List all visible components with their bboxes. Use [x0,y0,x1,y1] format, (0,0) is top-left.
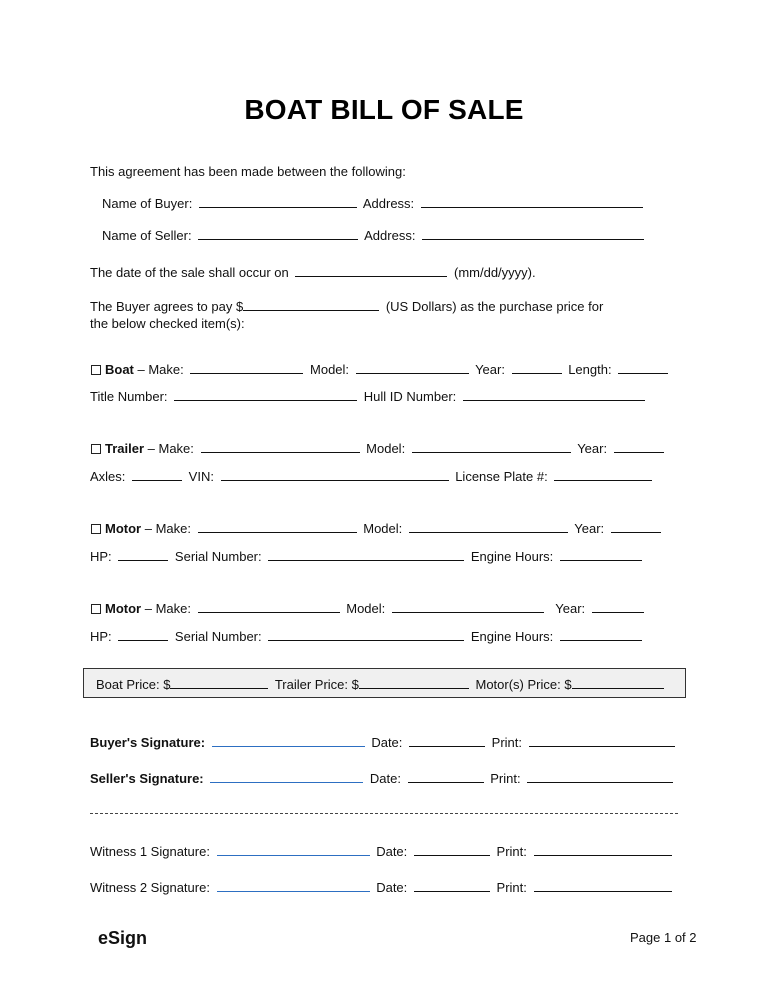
motor-2-model-field[interactable] [392,600,544,613]
page-number: Page 1 of 2 [630,930,697,945]
trailer-axles-label: Axles: [90,469,126,484]
seller-address-label: Address: [364,228,416,243]
motor-1-hours-field[interactable] [560,548,642,561]
seller-signature-label: Seller's Signature: [90,771,204,786]
trailer-vin-label: VIN: [188,469,214,484]
boat-title-number-label: Title Number: [90,389,168,404]
dashed-divider [90,813,678,814]
motor-1-year-field[interactable] [611,520,661,533]
boat-price-field[interactable] [170,676,268,689]
trailer-row-1 [91,440,667,457]
motor-2-checkbox[interactable] [91,604,101,614]
motor-2-year-label: Year: [555,601,586,616]
motor-1-checkbox[interactable] [91,524,101,534]
trailer-year-field[interactable] [614,440,664,453]
trailer-plate-label: License Plate #: [455,469,548,484]
witness-2-signature-label: Witness 2 Signature: [90,880,210,895]
motor-2-year-field[interactable] [592,600,644,613]
motor-2-make-field[interactable] [198,600,340,613]
buyer-print-label: Print: [491,735,522,750]
motor-1-model-field[interactable] [409,520,568,533]
motor-1-row-2 [90,548,645,565]
motor-2-make-label: – Make: [144,601,191,616]
boat-hull-id-field[interactable] [463,388,645,401]
boat-row-2 [90,388,648,405]
buyer-date-field[interactable] [409,734,485,747]
motors-price-field[interactable] [572,676,664,689]
buyer-address-label: Address: [362,196,415,211]
witness-1-signature-label: Witness 1 Signature: [90,844,210,859]
buyer-date-label: Date: [371,735,403,750]
motor-1-hours-label: Engine Hours: [470,549,554,564]
witness-1-signature-row [90,843,675,860]
trailer-year-label: Year: [577,441,608,456]
boat-row-1 [91,361,671,378]
trailer-axles-field[interactable] [132,468,182,481]
boat-heading: Boat [105,362,134,377]
seller-signature-row [90,770,676,787]
price-row [96,676,667,692]
trailer-row-2 [90,468,655,485]
motor-1-hp-field[interactable] [118,548,168,561]
buyer-signature-label: Buyer's Signature: [90,735,206,750]
motor-2-hp-field[interactable] [118,628,168,641]
witness-1-signature-field[interactable] [217,843,370,856]
witness-2-date-label: Date: [376,880,408,895]
boat-price-label: Boat Price: $ [96,677,171,692]
motor-2-model-label: Model: [346,601,386,616]
boat-model-label: Model: [310,362,350,377]
witness-2-signature-row [90,879,675,896]
witness-1-date-field[interactable] [414,843,490,856]
seller-address-field[interactable] [422,227,644,240]
price-summary-box [83,668,686,698]
witness-2-print-label: Print: [496,880,527,895]
motors-price-label: Motor(s) Price: $ [475,677,572,692]
boat-year-field[interactable] [512,361,562,374]
boat-length-label: Length: [568,362,612,377]
motor-2-serial-label: Serial Number: [174,629,262,644]
seller-print-field[interactable] [527,770,673,783]
witness-1-date-label: Date: [376,844,408,859]
esign-logo: eSign [98,928,148,948]
motor-1-model-label: Model: [363,521,403,536]
buyer-name-field[interactable] [199,195,357,208]
buyer-name-label: Name of Buyer: [102,196,193,211]
sale-date-prefix: The date of the sale shall occur on [90,265,289,280]
motor-2-hours-field[interactable] [560,628,642,641]
boat-length-field[interactable] [618,361,668,374]
buyer-address-field[interactable] [421,195,643,208]
trailer-make-label: – Make: [147,441,194,456]
trailer-price-label: Trailer Price: $ [274,677,359,692]
seller-signature-field[interactable] [210,770,363,783]
buyer-signature-row [90,734,678,751]
motor-1-serial-label: Serial Number: [174,549,262,564]
sale-date-row [90,264,536,281]
motor-1-heading: Motor [105,521,142,536]
motor-2-row-2 [90,628,645,645]
trailer-model-label: Model: [366,441,406,456]
buyer-print-field[interactable] [529,734,675,747]
boat-make-label: – Make: [137,362,184,377]
trailer-price-field[interactable] [359,676,469,689]
boat-hull-id-label: Hull ID Number: [363,389,457,404]
motor-2-heading: Motor [105,601,142,616]
motor-1-serial-field[interactable] [268,548,464,561]
motor-1-year-label: Year: [574,521,605,536]
seller-date-field[interactable] [408,770,484,783]
trailer-model-field[interactable] [412,440,571,453]
document-title: BOAT BILL OF SALE [244,94,524,125]
witness-2-date-field[interactable] [414,879,490,892]
motor-2-hp-label: HP: [90,629,112,644]
witness-2-signature-field[interactable] [217,879,370,892]
trailer-checkbox[interactable] [91,444,101,454]
boat-make-field[interactable] [190,361,303,374]
payment-row [90,298,603,315]
seller-print-label: Print: [490,771,521,786]
buyer-signature-field[interactable] [212,734,365,747]
seller-row [102,227,647,244]
trailer-heading: Trailer [105,441,145,456]
boat-title-number-field[interactable] [174,388,357,401]
seller-name-label: Name of Seller: [102,228,192,243]
seller-name-field[interactable] [198,227,358,240]
motor-1-make-field[interactable] [198,520,357,533]
boat-checkbox[interactable] [91,365,101,375]
trailer-vin-field[interactable] [221,468,449,481]
motor-1-hp-label: HP: [90,549,112,564]
motor-2-serial-field[interactable] [268,628,464,641]
motor-2-row-1 [91,600,647,617]
payment-prefix: The Buyer agrees to pay $ [90,299,244,314]
seller-date-label: Date: [369,771,401,786]
payment-line2: the below checked item(s): [90,316,245,331]
boat-model-field[interactable] [356,361,469,374]
boat-year-label: Year: [475,362,505,377]
motor-1-make-label: – Make: [144,521,191,536]
witness-1-print-field[interactable] [534,843,672,856]
motor-1-row-1 [91,520,664,537]
witness-2-print-field[interactable] [534,879,672,892]
witness-1-print-label: Print: [496,844,527,859]
sale-date-field[interactable] [295,264,447,277]
trailer-make-field[interactable] [201,440,360,453]
payment-amount-field[interactable] [243,298,379,311]
motor-2-hours-label: Engine Hours: [470,629,554,644]
buyer-row [102,195,646,212]
sale-date-suffix: (mm/dd/yyyy). [453,265,536,280]
trailer-plate-field[interactable] [554,468,652,481]
payment-suffix: (US Dollars) as the purchase price for [385,299,604,314]
intro-text: This agreement has been made between the following: [90,164,406,179]
